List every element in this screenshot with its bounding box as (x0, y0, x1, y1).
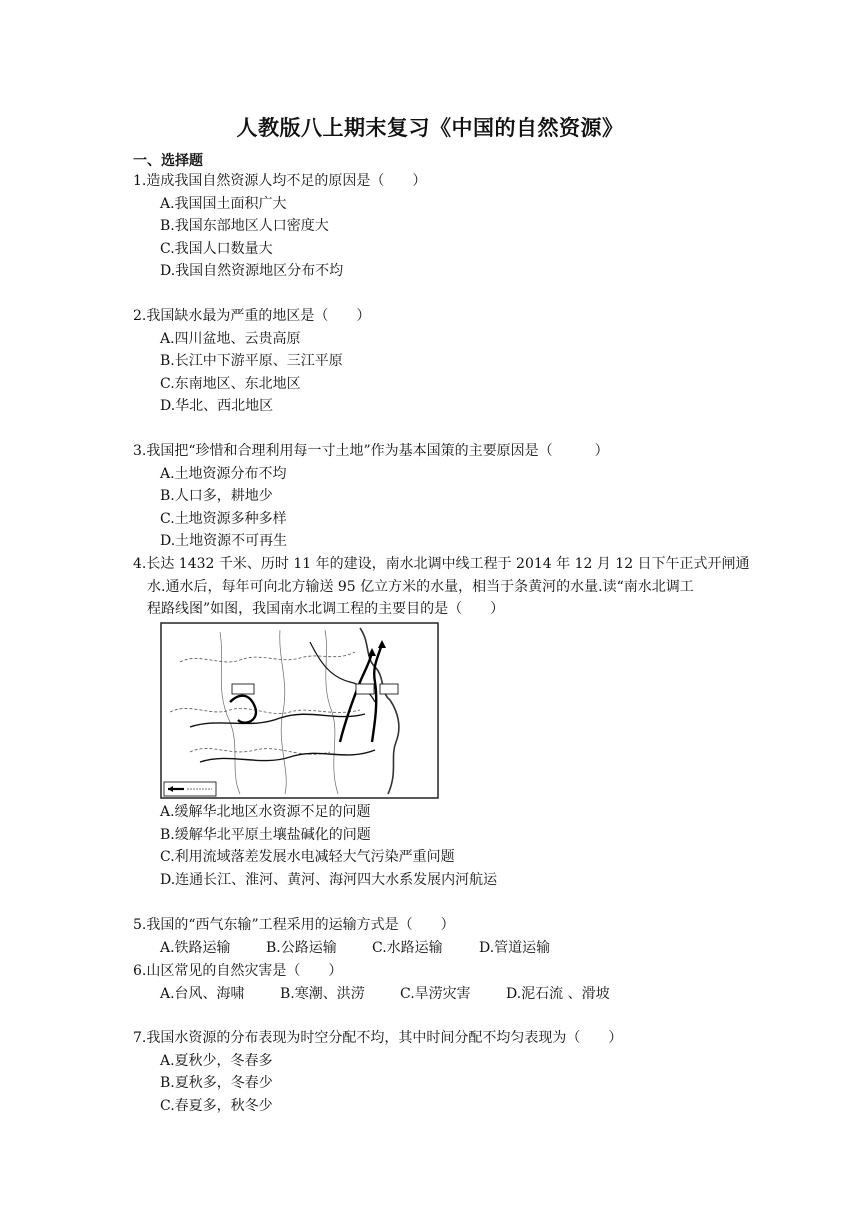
south-north-water-diversion-map (160, 622, 440, 800)
option-c: C.旱涝灾害 (400, 985, 471, 1002)
option-b: B.公路运输 (266, 939, 337, 956)
question-stem-line-2: 水.通水后，每年可向北方输送 95 亿立方米的水量，相当于条黄河的水量.读“南水北调工 (147, 578, 694, 595)
question-stem-line-3: 程路线图”如图，我国南水北调工程的主要目的是（ ） (147, 601, 505, 618)
option-d: D.泥石流 、滑坡 (506, 985, 610, 1002)
question-stem: 3.我国把“珍惜和合理利用每一寸土地”作为基本国策的主要原因是（ ） (133, 443, 609, 459)
option-b: B.人口多，耕地少 (160, 488, 273, 505)
options-row (133, 937, 550, 960)
option-c: C.春夏多，秋冬少 (160, 1097, 273, 1114)
option-a: A.夏秋少，冬春多 (160, 1052, 273, 1069)
option-c: C.我国人口数量大 (160, 240, 273, 257)
option-d: D.管道运输 (479, 939, 551, 956)
question-7 (133, 1027, 622, 1117)
question-1 (133, 170, 426, 283)
option-c: C.土地资源多种多样 (160, 510, 287, 527)
option-a: A.缓解华北地区水资源不足的问题 (160, 804, 371, 820)
option-c: C.水路运输 (372, 939, 443, 956)
option-a: A.台风、海啸 (160, 985, 245, 1002)
option-b: B.长江中下游平原、三江平原 (160, 353, 343, 370)
option-a: A.土地资源分布不均 (160, 465, 287, 482)
question-stem-line-1: 4.长达 1432 千米、历时 11 年的建设，南水北调中线工程于 2014 年 12 月 12 日下午正式开闸通 (133, 556, 750, 572)
option-b: B.我国东部地区人口密度大 (160, 218, 329, 235)
question-stem: 2.我国缺水最为严重的地区是（ ） (133, 308, 371, 324)
option-d: D.我国自然资源地区分布不均 (160, 263, 344, 280)
option-c: C.东南地区、东北地区 (160, 375, 301, 392)
option-b: B.夏秋多，冬春少 (160, 1075, 273, 1092)
option-a: A.四川盆地、云贵高原 (160, 330, 301, 347)
option-c: C.利用流域落差发展水电减轻大气污染严重问题 (160, 849, 455, 866)
question-5 (133, 914, 550, 959)
question-6 (133, 960, 610, 1005)
option-d: D.土地资源不可再生 (160, 533, 288, 550)
option-b: B.缓解华北平原土壤盐碱化的问题 (160, 826, 371, 843)
option-d: D.连通长江、淮河、黄河、海河四大水系发展内河航运 (160, 871, 498, 888)
section-heading: 一、选择题 (133, 153, 203, 169)
question-stem: 5.我国的“西气东输”工程采用的运输方式是（ ） (133, 917, 455, 933)
question-stem: 1.造成我国自然资源人均不足的原因是（ ） (133, 173, 427, 189)
question-4-options (133, 801, 497, 891)
option-a: A.铁路运输 (160, 939, 231, 956)
option-a: A.我国国土面积广大 (160, 195, 287, 212)
document-title: 人教版八上期末复习《中国的自然资源》 (236, 116, 624, 140)
question-4 (133, 553, 750, 621)
option-d: D.华北、西北地区 (160, 398, 274, 415)
option-b: B.寒潮、洪涝 (280, 985, 365, 1002)
question-3 (133, 440, 609, 553)
options-row (133, 983, 610, 1006)
question-stem: 6.山区常见的自然灾害是（ ） (133, 963, 343, 979)
question-2 (133, 305, 370, 418)
question-stem: 7.我国水资源的分布表现为时空分配不均，其中时间分配不均匀表现为（ ） (133, 1030, 623, 1046)
map-figure (160, 622, 440, 800)
